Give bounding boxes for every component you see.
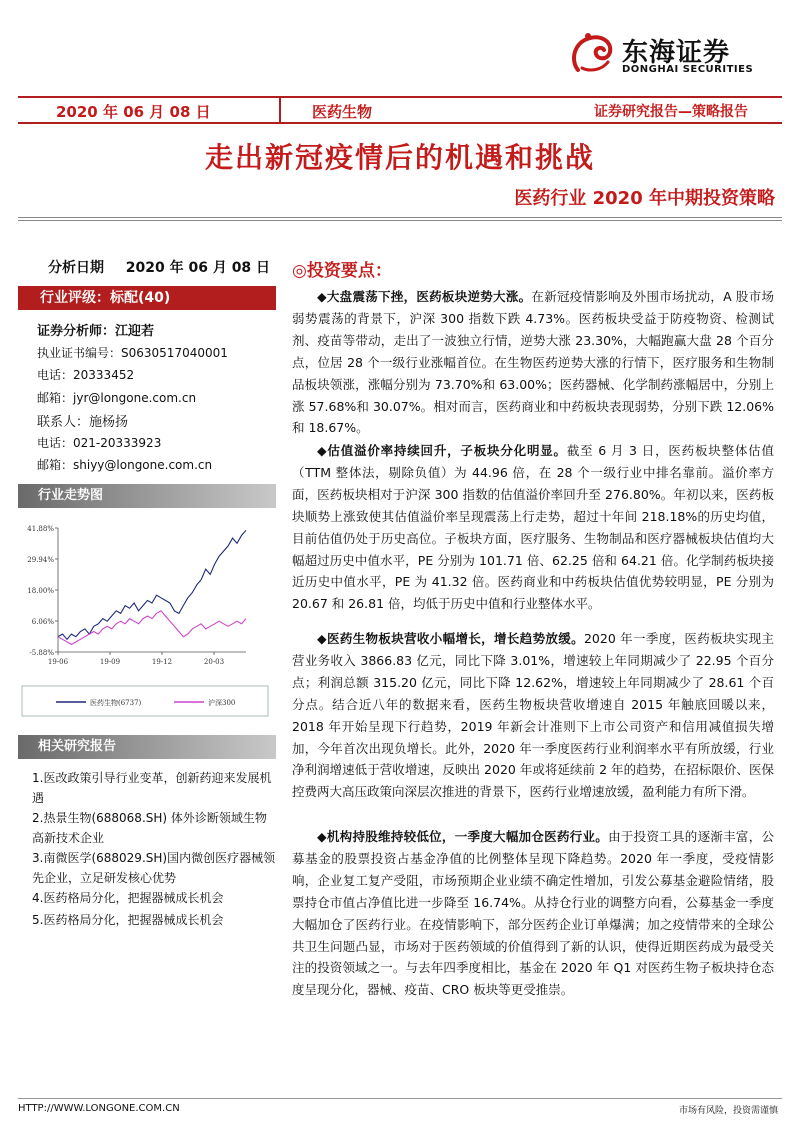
- report-date: 2020 年 06 月 08 日: [56, 103, 211, 121]
- key-point-paragraph: ◆大盘震荡下挫，医药板块逆势大涨。在新冠疫情影响及外围市场扰动，A 股市场弱势震荡的背景下，沪深 300 指数下跌 4.73%。医药板块受益于防疫物资、检测试剂、疫苗等带动，走出了一波独立行情，逆势大涨 23.30%，大幅跑赢大盘 28 个百分点，位居 28 个一级行业涨幅首位。在生物医药逆势大涨的行情下，医疗服务和生物制品板块领涨，涨幅分别为 73.70%和 63.00%；医药器械、化学制药涨幅居中，分别上涨 57.68%和 30.07%。相对而言，医药商业和中药板块表现弱势，分别下跌 12.06%和 18.67%。: [292, 289, 774, 436]
- key-point-paragraph: ◆医药生物板块营收小幅增长，增长趋势放缓。2020 年一季度，医药板块实现主营业务收入 3866.83 亿元，同比下降 3.01%，增速较上年同期减少了 22.95 个百分点；利润总额 315.20 亿元，同比下降 12.62%，增速较上年同期减少了 28.61 个百分点。结合近八年的数据来看，医药生物板块营收增速自 2015 年触底回暖以来，2018 年开始呈现下行趋势，2019 年新会计准则下上市公司资产和信用减值损失增加，今年首次出现负增长。此外，2020 年一季度医药行业利润率水平有所放缓，行业净利润增速低于营收增速，反映出 2020 年或将延续前 2 年的趋势，在招标限价、医保控费两大高压政策向深层次推进的背景下，医药行业增速放缓，盈利能力有所下滑。: [292, 631, 774, 800]
- logo-icon: [568, 30, 618, 76]
- legend-label: 医药生物(6737): [90, 699, 142, 707]
- related-item[interactable]: 2.热景生物(688068.SH) 体外诊断领域生物高新技术企业: [32, 811, 267, 845]
- y-tick-label: 6.06%: [31, 618, 54, 626]
- analyst-phone: 电话：20333452: [37, 368, 135, 382]
- related-item[interactable]: 3.南微医学(688029.SH)国内微创医疗器械领先企业，立足研发核心优势: [32, 851, 276, 885]
- analysis-date: 分析日期 2020 年 06 月 08 日: [48, 260, 271, 276]
- cert-number: 执业证书编号：S0630517040001: [37, 346, 228, 360]
- legend-label: 沪深300: [208, 699, 236, 707]
- related-item[interactable]: 5.医药格局分化，把握器械成长机会: [32, 913, 224, 927]
- contact-phone: 电话：021-20333923: [37, 436, 162, 450]
- report-type: 证券研究报告—策略报告: [594, 104, 748, 120]
- brand-name: 东海证券: [622, 38, 731, 68]
- divider: [18, 220, 782, 221]
- key-point-paragraph: ◆机构持股维持较低位，一季度大幅加仓医药行业。由于投资工具的逐渐丰富，公募基金的股票投资占基金净值的比例整体呈现下降趋势。2020 年一季度，受疫情影响，企业复工复产受阻，市场预期企业业绩不确定性增加，引发公募基金避险情绪，股票持仓市值占净值比进一步降至 16.74%。从持仓行业的调整方向看，公募基金一季度大幅加仓了医药行业。在疫情影响下，部分医药企业订单爆满；加之疫情带来的全球公共卫生问题凸显，市场对于医药领域的价值得到了新的认识，使得近期医药成为最受关注的投资领域之一。与去年四季度相比，基金在 2020 年 Q1 对医药生物子板块持仓态度呈现分化，器械、疫苗、CRO 板块等更受推崇。: [292, 829, 774, 998]
- series-line-1: [58, 611, 246, 645]
- contact-email[interactable]: 邮箱：shiyy@longone.com.cn: [37, 458, 213, 472]
- page-title: 走出新冠疫情后的机遇和挑战: [204, 141, 595, 174]
- contact-person: 联系人：施杨扬: [37, 415, 129, 430]
- key-point-paragraph: ◆估值溢价率持续回升，子板块分化明显。截至 6 月 3 日，医药板块整体估值（TTM 整体法，剔除负值）为 44.96 倍，在 28 个一级行业中排名靠前。溢价率方面，医药板块相对于沪深 300 指数的估值溢价率回升至 276.80%。年初以来，医药板块顺势上涨致使其估值溢价率呈现震荡上行走势，超过十年间 218.18%的历史均值，目前估值仍处于历史高位。子板块方面，医疗服务、生物制品和医疗器械板块估值均大幅超过历史中值水平，PE 分别为 101.71 倍、62.25 倍和 64.21 倍。化学制药板块接近历史中值水平，PE 为 41.32 倍。医药商业和中药板块估值优势较明显，PE 分别为 20.67 和 26.81 倍，均低于历史中值和行业整体水平。: [292, 443, 774, 612]
- y-tick-label: -5.88%: [29, 649, 54, 657]
- y-tick-label: 41.88%: [27, 525, 54, 533]
- x-tick-label: 20-03: [203, 658, 225, 666]
- trend-chart-header: 行业走势图: [18, 484, 276, 508]
- series-line-0: [58, 530, 246, 639]
- related-item[interactable]: 4.医药格局分化，把握器械成长机会: [32, 891, 224, 905]
- related-item[interactable]: 1.医改政策引导行业变革，创新药迎来发展机遇: [32, 771, 272, 805]
- analyst: 证券分析师：江迎若: [37, 324, 155, 339]
- footer-divider: [18, 1098, 782, 1099]
- divider: [18, 217, 782, 218]
- footer-url[interactable]: HTTP://WWW.LONGONE.COM.CN: [18, 1103, 180, 1114]
- footer-disclaimer: 市场有风险，投资需谨慎: [678, 1106, 778, 1116]
- related-research-header: 相关研究报告: [18, 735, 276, 759]
- trend-chart: [18, 522, 276, 722]
- y-tick-label: 18.00%: [27, 587, 54, 595]
- page-subtitle: 医药行业 2020 年中期投资策略: [514, 188, 775, 209]
- brand-name-en: DONGHAI SECURITIES: [622, 64, 754, 75]
- x-tick-label: 19-09: [99, 658, 121, 666]
- y-tick-label: 29.94%: [27, 556, 54, 564]
- x-tick-label: 19-12: [151, 658, 173, 666]
- industry-rating: 行业评级：标配(40): [18, 286, 276, 310]
- x-tick-label: 19-06: [47, 658, 69, 666]
- key-points-title: ◎投资要点：: [292, 261, 392, 281]
- report-sector: 医药生物: [312, 103, 373, 121]
- analyst-email[interactable]: 邮箱：jyr@longone.com.cn: [37, 391, 197, 405]
